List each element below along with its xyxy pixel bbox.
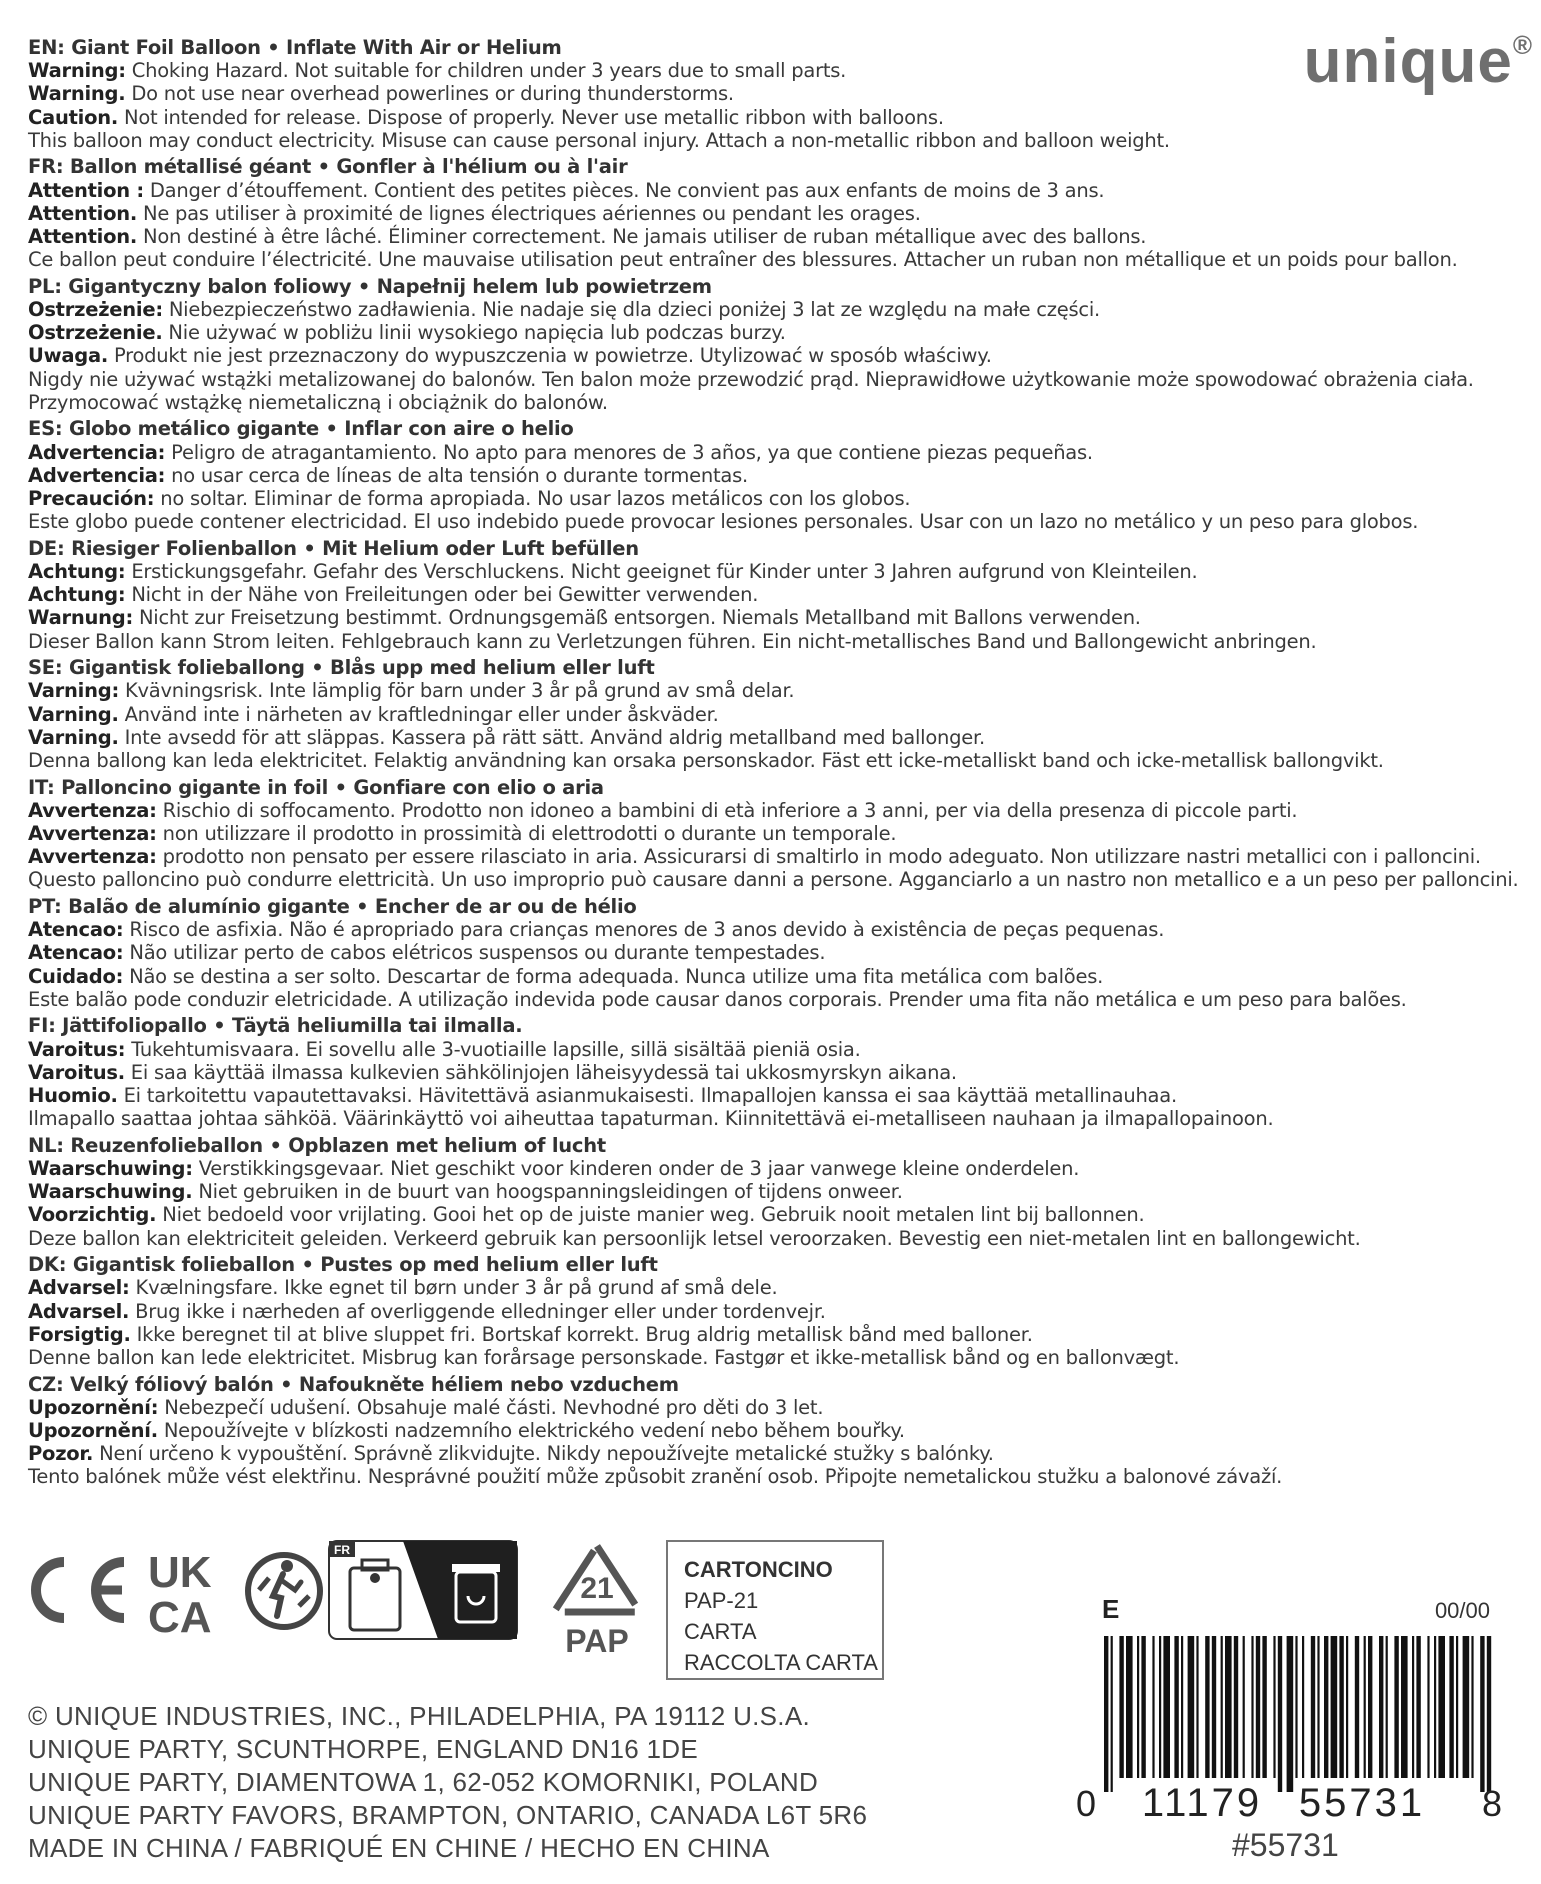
warning-text: Brug ikke i nærheden af overliggende elledninger eller under tordenvejr. <box>129 1299 826 1323</box>
warning-label: Cuidado: <box>28 964 124 988</box>
svg-text:CE: CE <box>28 1554 30 1555</box>
barcode-bar <box>1487 1636 1491 1792</box>
warning-text: Ei saa käyttää ilmassa kulkevien sähkölinjojen läheisyydessä tai ukkosmyrskyn aikana. <box>124 1060 957 1084</box>
warning-label: Atencao: <box>28 918 124 942</box>
warning-line <box>28 1465 1508 1488</box>
warning-line <box>28 225 1508 248</box>
language-heading: PT: Balão de alumínio gigante • Encher de ar ou de hélio <box>28 895 637 919</box>
barcode-bar <box>1379 1636 1383 1778</box>
warning-label: Warning: <box>28 59 126 83</box>
warning-text: Produkt nie jest przeznaczony do wypuszczenia w powietrze. Utylizować w sposób właściwy. <box>108 344 992 368</box>
warning-text: Not intended for release. Dispose of properly. Never use metallic ribbon with balloons. <box>118 105 944 129</box>
warning-line <box>28 344 1508 367</box>
warning-label: Upozornění. <box>28 1419 158 1443</box>
warning-line <box>28 368 1508 414</box>
warning-line <box>28 464 1508 487</box>
warning-text: Tento balónek může vést elektřinu. Nesprávné použití může způsobit zranění osob. Připojte nemetalickou stužku a balonové závaží. <box>28 1465 1283 1489</box>
warning-text: Niet gebruiken in de buurt van hoogspanningsleidingen of tijdens onweer. <box>192 1180 903 1204</box>
warning-text: Nigdy nie używać wstążki metalizowanej do balonów. Ten balon może przewodzić prąd. Nieprawidłowe użytkowanie może spowodować obrażenia ciała. Przymocować wstążkę niemetaliczną i obciążnik do balonów. <box>28 367 1474 414</box>
warning-label: Varoitus: <box>28 1037 126 1061</box>
language-section <box>28 155 1508 271</box>
recycling-line: CARTA <box>684 1619 757 1644</box>
barcode-bar <box>1221 1636 1223 1778</box>
warning-label: Avvertenza: <box>28 822 157 846</box>
barcode-bar <box>1152 1636 1154 1778</box>
language-heading: DK: Gigantisk folieballon • Pustes op med helium eller luft <box>28 1253 658 1277</box>
warning-label: Warning. <box>28 82 126 106</box>
warning-line <box>28 1419 1508 1442</box>
warning-line <box>28 106 1508 129</box>
barcode-bar <box>1126 1636 1133 1778</box>
barcode-bar <box>1225 1636 1232 1778</box>
warning-label: Voorzichtig. <box>28 1203 157 1227</box>
language-heading: PL: Gigantyczny balon foliowy • Napełnij helem lub powietrzem <box>28 274 712 298</box>
barcode-bar <box>1346 1636 1348 1778</box>
barcode-bar <box>1205 1636 1209 1778</box>
warning-line <box>28 1300 1508 1323</box>
language-section <box>28 417 1508 533</box>
barcode-bar <box>1163 1636 1170 1778</box>
warning-text: Danger d’étouffement. Contient des petites pièces. Ne convient pas aux enfants de moins de 3 ans. <box>143 178 1105 202</box>
recycling-info-box <box>666 1540 884 1680</box>
warning-text: Nebezpečí udušení. Obsahuje malé části. Nevhodné pro děti do 3 let. <box>158 1395 824 1419</box>
warning-label: Advarsel: <box>28 1276 130 1300</box>
warning-line <box>28 1180 1508 1203</box>
barcode-bar <box>1262 1636 1266 1778</box>
warning-label: Varning. <box>28 702 119 726</box>
language-heading: ES: Globo metálico gigante • Inflar con aire o helio <box>28 417 574 441</box>
warning-label: Achtung: <box>28 560 126 584</box>
barcode-bar <box>1111 1636 1113 1792</box>
barcode-bar <box>1364 1636 1366 1778</box>
warning-text: no usar cerca de líneas de alta tensión o durante tormentas. <box>165 463 748 487</box>
warning-text: Este globo puede contener electricidad. El uso indebido puede provocar lesiones personales. Usar con un lazo no metálico y un peso para globos. <box>28 510 1419 534</box>
barcode-bar <box>1188 1636 1195 1778</box>
address-line: UNIQUE PARTY FAVORS, BRAMPTON, ONTARIO, CANADA L6T 5R6 <box>28 1800 868 1830</box>
barcode-left-digit: 0 <box>1076 1783 1097 1824</box>
warning-text: Ei tarkoitettu vapautettavaksi. Hävitettävä asianmukaisesti. Ilmapallojen kanssa ei saa käyttää metallinauhaa. <box>117 1084 1177 1108</box>
barcode-bar <box>1438 1636 1445 1778</box>
barcode-bar <box>1427 1636 1429 1778</box>
language-section <box>28 1134 1508 1250</box>
barcode-bar <box>1212 1636 1216 1778</box>
warning-line <box>28 941 1508 964</box>
warning-text: Ce ballon peut conduire l’électricité. Une mauvaise utilisation peut entraîner des blessures. Attacher un ruban non métallique et un poids pour ballon. <box>28 248 1458 272</box>
svg-text:FR: FR <box>334 1543 350 1557</box>
language-heading: SE: Gigantisk folieballong • Blås upp med helium eller luft <box>28 656 655 680</box>
warning-line <box>28 487 1508 510</box>
barcode-bar <box>1355 1636 1359 1778</box>
barcode-bar <box>1331 1636 1338 1778</box>
barcode-bar <box>1324 1636 1328 1778</box>
warning-label: Attention : <box>28 178 144 202</box>
warning-label: Achtung: <box>28 583 126 607</box>
address-line: © UNIQUE INDUSTRIES, INC., PHILADELPHIA, PA 19112 U.S.A. <box>28 1701 810 1731</box>
barcode-bar <box>1174 1636 1178 1778</box>
warning-label: Attention. <box>28 225 138 249</box>
warning-text: Não se destina a ser solto. Descartar de forma adequada. Nunca utilize uma fita metálica com balões. <box>123 964 1104 988</box>
warning-text: Não utilizar perto de cabos elétricos suspensos ou durante tempestades. <box>123 941 826 965</box>
barcode-bar <box>1196 1636 1198 1778</box>
barcode-bar <box>1278 1636 1282 1792</box>
warning-line <box>28 726 1508 749</box>
warning-label: Waarschuwing: <box>28 1157 193 1181</box>
warning-text: Peligro de atragantamiento. No apto para menores de 3 años, ya que contiene piezas pequeñas. <box>165 440 1093 464</box>
barcode-bar <box>1295 1636 1297 1778</box>
warning-line <box>28 1396 1508 1419</box>
barcode-bar <box>1119 1636 1123 1778</box>
warning-line <box>28 1346 1508 1369</box>
barcode-bar <box>1368 1636 1372 1778</box>
brand-logo: unique® <box>1303 27 1533 96</box>
barcode-bar <box>1159 1636 1161 1778</box>
warning-label: Advertencia: <box>28 463 166 487</box>
warning-text: Ikke beregnet til at blive sluppet fri. Bortskaf korrekt. Brug aldrig metallisk bånd med balloner. <box>130 1322 1033 1346</box>
warning-label: Warnung: <box>28 606 133 630</box>
language-heading: FR: Ballon métallisé géant • Gonfler à l'hélium ou à l'air <box>28 155 628 179</box>
barcode-bar <box>1104 1636 1108 1792</box>
warning-label: Advertencia: <box>28 440 166 464</box>
barcode-bar <box>1386 1636 1388 1778</box>
warning-text: Verstikkingsgevaar. Niet geschikt voor kinderen onder de 3 jaar vanwege kleine onderdelen. <box>192 1157 1080 1181</box>
warning-label: Attention. <box>28 201 138 225</box>
warning-line <box>28 1203 1508 1226</box>
barcode-bar <box>1463 1636 1470 1778</box>
recycling-title: CARTONCINO <box>684 1557 833 1582</box>
language-heading: NL: Reuzenfolieballon • Opblazen met helium of lucht <box>28 1133 606 1157</box>
barcode-bar <box>1456 1636 1458 1778</box>
warning-text: Denne ballon kan lede elektricitet. Misbrug kan forårsage personskade. Fastgør et ikke-metallisk bånd og en ballonvægt. <box>28 1346 1180 1370</box>
warning-text: Nie używać w pobliżu linii wysokiego napięcia lub podczas burzy. <box>162 321 786 345</box>
address-line: UNIQUE PARTY, SCUNTHORPE, ENGLAND DN16 1DE <box>28 1734 698 1764</box>
warning-line <box>28 1442 1508 1465</box>
warning-line <box>28 321 1508 344</box>
warning-line <box>28 630 1508 653</box>
barcode-bar <box>1302 1636 1304 1778</box>
triman-info-icon <box>328 1540 518 1640</box>
barcode-corner-left: E <box>1102 1594 1120 1624</box>
warning-text: Tukehtumisvaara. Ei sovellu alle 3-vuotiaille lapsille, sillä sisältää pieniä osia. <box>125 1037 861 1061</box>
warning-text: Kvælningsfare. Ikke egnet til børn under 3 år på grund af små dele. <box>129 1276 778 1300</box>
language-section <box>28 275 1508 414</box>
warning-text: Denna ballong kan leda elektricitet. Felaktig användning kan orsaka personskador. Fäst ett icke-metalliskt band och icke-metallisk ballongvikt. <box>28 749 1384 773</box>
barcode-bar <box>1434 1636 1436 1778</box>
address-line: UNIQUE PARTY, DIAMENTOWA 1, 62-052 KOMORNIKI, POLAND <box>28 1767 819 1797</box>
warning-line <box>28 1038 1508 1061</box>
warning-label: Avvertenza: <box>28 845 157 869</box>
warning-label: Atencao: <box>28 941 124 965</box>
barcode-bar <box>1243 1636 1245 1778</box>
language-section <box>28 1373 1508 1489</box>
warning-text: Nepoužívejte v blízkosti nadzemního elektrického vedení nebo během bouřky. <box>157 1419 905 1443</box>
address-line: MADE IN CHINA / FABRIQUÉ EN CHINE / HECHO EN CHINA <box>28 1833 770 1863</box>
warning-label: Huomio. <box>28 1084 118 1108</box>
barcode-bar <box>1317 1636 1319 1778</box>
warning-text: Kvävningsrisk. Inte lämplig för barn under 3 år på grund av små delar. <box>119 679 795 703</box>
language-section <box>28 775 1519 892</box>
warning-line <box>28 1157 1508 1180</box>
language-section <box>28 1014 1508 1130</box>
warning-line <box>28 510 1508 533</box>
warning-text: no soltar. Eliminar de forma apropiada. No usar lazos metálicos con los globos. <box>154 487 911 511</box>
barcode-bar <box>1311 1636 1315 1778</box>
warning-label: Pozor. <box>28 1442 94 1466</box>
language-section <box>28 895 1508 1011</box>
warning-line <box>28 59 1508 82</box>
barcode-bar <box>1471 1636 1473 1778</box>
language-heading: IT: Palloncino gigante in foil • Gonfiare con elio o aria <box>28 775 604 799</box>
warning-text: Niebezpieczeństwo zadławienia. Nie nadaje się dla dzieci poniżej 3 lat ze względu na małe części. <box>162 298 1100 322</box>
warning-text: Není určeno k vypouštění. Správně zlikvidujte. Nikdy nepoužívejte metalické stužky s balónky. <box>93 1442 994 1466</box>
warning-line <box>28 1061 1508 1084</box>
warning-line <box>28 918 1508 941</box>
barcode-right-digit: 8 <box>1481 1783 1502 1824</box>
compliance-symbols <box>28 1540 888 1690</box>
svg-text:UK: UK <box>148 1548 212 1597</box>
warning-line <box>28 1084 1508 1107</box>
recycling-line: PAP-21 <box>684 1588 759 1613</box>
barcode-bar <box>1412 1636 1414 1778</box>
warning-line <box>28 799 1508 822</box>
warning-line <box>28 179 1508 202</box>
warning-text: Non destiné à être lâché. Éliminer correctement. Ne jamais utiliser de ruban métallique avec des ballons. <box>137 225 1147 249</box>
dispose-recycle-icon <box>243 1550 325 1632</box>
warning-text: Este balão pode conduzir eletricidade. A utilização indevida pode causar danos corporais. Prender uma fita não metálica e um peso para balões. <box>28 987 1407 1011</box>
barcode-bar <box>1251 1636 1253 1778</box>
warning-line <box>28 703 1508 726</box>
language-section <box>28 656 1508 772</box>
warning-text: Niet bedoeld voor vrijlating. Gooi het op de juiste manier weg. Gebruik nooit metalen lint bij ballonnen. <box>156 1203 1145 1227</box>
warning-text: Ilmapallo saattaa johtaa sähköä. Väärinkäyttö voi aiheuttaa tapaturman. Kiinnitettävä ei-metalliseen nauhaan ja ilmapallopainoon. <box>28 1107 1274 1131</box>
warning-text: Deze ballon kan elektriciteit geleiden. Verkeerd gebruik kan persoonlijk letsel veroorzaken. Bevestig een niet-metalen lint en ballongewicht. <box>28 1226 1361 1250</box>
warning-text: Erstickungsgefahr. Gefahr des Verschluckens. Nicht geeignet für Kinder unter 3 Jahren aufgrund von Kleinteilen. <box>125 560 1198 584</box>
warning-text: Ne pas utiliser à proximité de lignes électriques aériennes ou pendant les orages. <box>137 201 921 225</box>
language-section <box>28 36 1508 152</box>
language-heading: FI: Jättifoliopallo • Täytä heliumilla tai ilmalla. <box>28 1014 523 1038</box>
language-heading: CZ: Velký fóliový balón • Nafoukněte héliem nebo vzduchem <box>28 1372 679 1396</box>
barcode-bar <box>1181 1636 1183 1778</box>
warning-label: Varoitus. <box>28 1060 125 1084</box>
warning-text: This balloon may conduct electricity. Misuse can cause personal injury. Attach a non-metallic ribbon and balloon weight. <box>28 128 1170 152</box>
warning-text: Nicht zur Freisetzung bestimmt. Ordnungsgemäß entsorgen. Niemals Metallband mit Ballons verwenden. <box>133 606 1141 630</box>
warning-label: Advarsel. <box>28 1299 130 1323</box>
warning-label: Avvertenza: <box>28 798 157 822</box>
warning-label: Waarschuwing. <box>28 1180 193 1204</box>
warning-line <box>28 82 1508 105</box>
warning-line <box>28 749 1508 772</box>
language-heading: EN: Giant Foil Balloon • Inflate With Air or Helium <box>28 36 562 59</box>
language-section <box>28 537 1508 653</box>
barcode-bar <box>1401 1636 1408 1778</box>
barcode-bar <box>1234 1636 1238 1778</box>
language-section <box>28 1253 1508 1369</box>
barcode-bar <box>1256 1636 1260 1778</box>
barcode-corner-right: 00/00 <box>1434 1598 1490 1623</box>
company-addresses <box>28 1700 867 1865</box>
warning-label: Varning: <box>28 679 120 703</box>
barcode-group-2: 55731 <box>1298 1781 1426 1825</box>
warning-line <box>28 441 1508 464</box>
warning-label: Caution. <box>28 105 119 129</box>
warning-label: Precaución: <box>28 487 155 511</box>
barcode-bar <box>1287 1636 1294 1792</box>
warning-line <box>28 822 1508 845</box>
barcode-bar <box>1141 1636 1145 1778</box>
warning-line <box>28 1227 1508 1250</box>
warning-line <box>28 868 1519 892</box>
svg-text:CA: CA <box>148 1593 212 1634</box>
warning-line <box>28 583 1508 606</box>
warning-text: Rischio di soffocamento. Prodotto non idoneo a bambini di età inferiore a 3 anni, per via della presenza di piccole parti. <box>156 798 1298 822</box>
upc-barcode <box>1072 1594 1517 1864</box>
warning-text: Dieser Ballon kann Strom leiten. Fehlgebrauch kann zu Verletzungen führen. Ein nicht-metallisches Band und Ballongewicht anbringen. <box>28 629 1317 653</box>
warning-label: Varning. <box>28 725 119 749</box>
barcode-bar <box>1449 1636 1453 1778</box>
warning-line <box>28 679 1508 702</box>
barcode-bar <box>1480 1636 1484 1792</box>
warning-label: Ostrzeżenie. <box>28 321 163 345</box>
warning-line <box>28 560 1508 583</box>
warning-line <box>28 248 1508 271</box>
warnings-block <box>28 36 1519 1492</box>
warning-line <box>28 298 1508 321</box>
warning-text: Inte avsedd för att släppas. Kassera på rätt sätt. Använd aldrig metallband med ballonger. <box>118 725 985 749</box>
warning-text: Använd inte i närheten av kraftledningar eller under åskväder. <box>118 702 719 726</box>
barcode-bar <box>1339 1636 1343 1778</box>
warning-line <box>28 988 1508 1011</box>
warning-text: Risco de asfixia. Não é apropriado para crianças menores de 3 anos devido à existência de peças pequenas. <box>123 918 1165 942</box>
pap-21-recycling-icon <box>542 1540 652 1658</box>
warning-line <box>28 845 1508 868</box>
barcode-bar <box>1137 1636 1139 1778</box>
warning-text: Choking Hazard. Not suitable for children under 3 years due to small parts. <box>125 59 847 83</box>
warning-label: Uwaga. <box>28 344 109 368</box>
barcode-bar <box>1416 1636 1420 1778</box>
warning-line <box>28 1107 1508 1130</box>
warning-line <box>28 965 1508 988</box>
warning-text: Questo palloncino può condurre elettricità. Un uso improprio può causare danni a persone. Agganciarlo a un nastro non metallico e a un peso per palloncini. <box>28 868 1519 892</box>
ukca-mark-icon <box>146 1548 238 1634</box>
warning-text: Nicht in der Nähe von Freileitungen oder bei Gewitter verwenden. <box>125 583 759 607</box>
warning-label: Upozornění: <box>28 1395 159 1419</box>
warning-line <box>28 202 1508 225</box>
warning-line <box>28 1323 1508 1346</box>
language-heading: DE: Riesiger Folienballon • Mit Helium oder Luft befüllen <box>28 536 639 560</box>
svg-text:PAP: PAP <box>565 1623 629 1658</box>
barcode-bar <box>1394 1636 1398 1778</box>
warning-line <box>28 606 1508 629</box>
warning-text: Do not use near overhead powerlines or during thunderstorms. <box>125 82 734 106</box>
svg-text:21: 21 <box>580 1572 614 1605</box>
warning-label: Ostrzeżenie: <box>28 298 163 322</box>
ce-mark-icon <box>28 1554 143 1626</box>
barcode-bar <box>1273 1636 1275 1778</box>
warning-line <box>28 1276 1508 1299</box>
warning-text: non utilizzare il prodotto in prossimità di elettrodotti o durante un temporale. <box>156 822 897 846</box>
recycling-line: RACCOLTA CARTA <box>684 1650 878 1675</box>
warning-text: prodotto non pensato per essere rilasciato in aria. Assicurarsi di smaltirlo in modo adeguato. Non utilizzare nastri metallici con i palloncini. <box>156 845 1481 869</box>
warning-label: Forsigtig. <box>28 1322 131 1346</box>
sku-number: #55731 <box>1232 1827 1339 1863</box>
barcode-group-1: 11179 <box>1141 1781 1263 1825</box>
warning-line <box>28 129 1508 152</box>
barcode-bars <box>1104 1636 1491 1792</box>
